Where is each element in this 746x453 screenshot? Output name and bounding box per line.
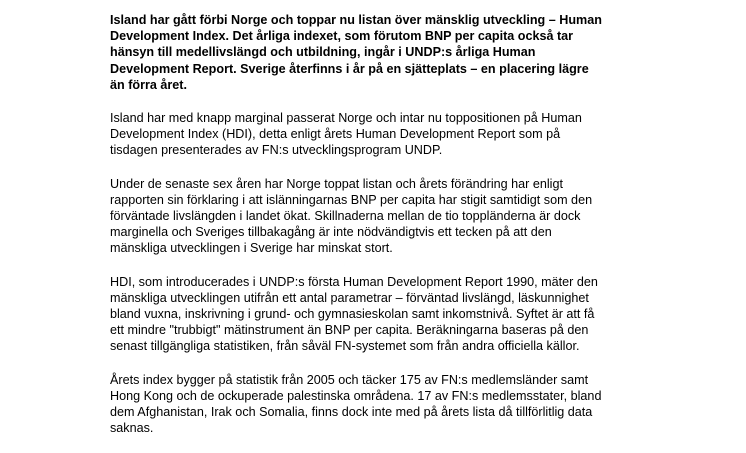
body-paragraph-2: Under de senaste sex åren har Norge toppat listan och årets förändring har enligt rapporten sin förklaring i att islänningarnas BNP per capita har stigit samtidigt som den förväntade livslängden i landet ökat. Skillnaderna mellan de tio toppländerna är dock marginella och Sveriges tillbakagång är inte nödvändigtvis ett tecken på att den mänskliga utvecklingen i Sverige har minskat stort. <box>110 176 593 256</box>
lead-paragraph: Island har gått förbi Norge och toppar nu listan över mänsklig utveckling – Human Development Index. Det årliga indexet, som förutom BNP per capita också tar hänsyn till medellivslängd och utbildning, ingår i UNDP:s årliga Human Development Report. Sverige återfinns i år på en sjätteplats – en placering lägre än förra året. <box>110 13 602 92</box>
body-paragraph-1: Island har med knapp marginal passerat Norge och intar nu toppositionen på Human Development Index (HDI), detta enligt årets Human Development Report som på tisdagen presenterades av FN:s utvecklingsprogram UNDP. <box>110 111 582 158</box>
document-body <box>110 12 650 453</box>
body-paragraph-4: Årets index bygger på statistik från 2005 och täcker 175 av FN:s medlemsländer samt Hong Kong och de ockuperade palestinska områdena. 17 av FN:s medlemsstater, bland dem Afghanistan, Irak och Somalia, finns dock inte med på årets lista då tillförlitlig data saknas. <box>110 372 602 436</box>
body-paragraph-3: HDI, som introducerades i UNDP:s första Human Development Report 1990, mäter den mänskliga utvecklingen utifrån ett antal parametrar – förväntad livslängd, läskunnighet bland vuxna, inskrivning i grund- och gymnasieskolan samt inkomstnivå. Syftet är att få ett mindre "trubbigt" mätinstrument än BNP per capita. Beräkningarna baseras på den senast tillgängliga statistiken, från såväl FN-systemet som från andra officiella källor. <box>110 274 598 354</box>
